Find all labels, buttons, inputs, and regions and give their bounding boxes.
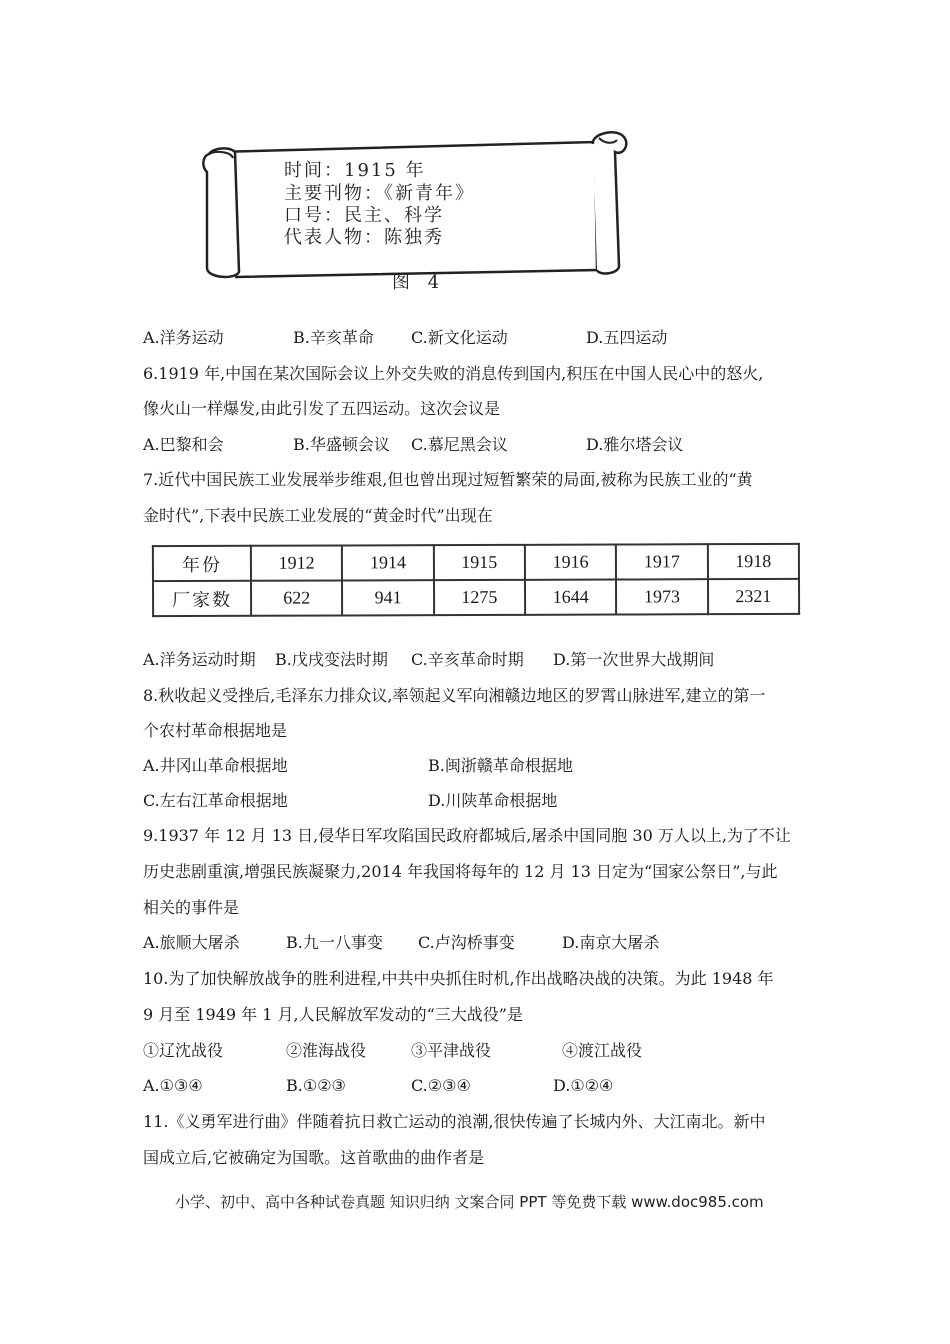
figure-line-slogan: 口号：民主、科学 <box>284 205 444 226</box>
q6-option-b: B.华盛顿会议 <box>293 435 390 454</box>
table-cell: 1644 <box>525 580 616 615</box>
q10-stem-line-1: 10.为了加快解放战争的胜利进程,中共中央抓住时机,作出战略决战的决策。为此 1948 年 <box>143 969 774 988</box>
q8-option-d: D.川陕革命根据地 <box>428 791 558 810</box>
table-header-count: 厂家数 <box>153 581 251 616</box>
q9-option-b: B.九一八事变 <box>286 933 383 952</box>
q10-option-b: B.①②③ <box>286 1076 346 1095</box>
q7-stem-line-2: 金时代”,下表中民族工业发展的“黄金时代”出现在 <box>143 506 493 525</box>
table-cell: 2321 <box>708 579 799 614</box>
figure-caption: 图 4 <box>392 272 446 293</box>
q9-option-d: D.南京大屠杀 <box>562 933 660 952</box>
q7-option-b: B.戊戌变法时期 <box>275 650 388 669</box>
q8-option-a: A.井冈山革命根据地 <box>143 756 288 775</box>
table-cell: 1912 <box>251 545 342 580</box>
table-row <box>153 544 799 581</box>
table-cell: 1914 <box>342 545 433 580</box>
table-cell: 1973 <box>616 579 707 614</box>
q8-option-c: C.左右江革命根据地 <box>143 791 288 810</box>
table-cell: 622 <box>251 580 342 615</box>
page-footer: 小学、初中、高中各种试卷真题 知识归纳 文案合同 PPT 等免费下载 www.doc985.com <box>175 1193 764 1211</box>
q6-stem-line-2: 像火山一样爆发,由此引发了五四运动。这次会议是 <box>143 399 501 418</box>
q10-item-2: ②淮海战役 <box>286 1041 367 1060</box>
q11-stem-line-2: 国成立后,它被确定为国歌。这首歌曲的曲作者是 <box>143 1148 485 1167</box>
table-cell: 1916 <box>525 545 616 580</box>
table-cell: 1275 <box>434 580 525 615</box>
figure-line-journal: 主要刊物：《新青年》 <box>284 183 475 204</box>
table-cell: 1918 <box>708 544 799 579</box>
q9-option-c: C.卢沟桥事变 <box>418 933 515 952</box>
q6-option-d: D.雅尔塔会议 <box>586 435 684 454</box>
q7-option-d: D.第一次世界大战期间 <box>553 650 715 669</box>
q10-item-3: ③平津战役 <box>411 1041 492 1060</box>
q10-option-c: C.②③④ <box>411 1076 471 1095</box>
figure-line-time: 时间：1915 年 <box>284 160 426 181</box>
table-row <box>153 579 799 616</box>
q10-stem-line-2: 9 月至 1949 年 1 月,人民解放军发动的“三大战役”是 <box>143 1005 523 1024</box>
q10-item-4: ④渡江战役 <box>562 1041 643 1060</box>
figure-line-person: 代表人物：陈独秀 <box>284 227 444 248</box>
q5-option-b: B.辛亥革命 <box>293 328 374 347</box>
q7-stem-line-1: 7.近代中国民族工业发展举步维艰,但也曾出现过短暂繁荣的局面,被称为民族工业的“黄 <box>143 470 753 489</box>
q6-option-c: C.慕尼黑会议 <box>411 435 508 454</box>
q11-stem-line-1: 11.《义勇军进行曲》伴随着抗日救亡运动的浪潮,很快传遍了长城内外、大江南北。新中 <box>143 1112 766 1131</box>
q7-option-c: C.辛亥革命时期 <box>411 650 524 669</box>
table-cell: 1915 <box>434 545 525 580</box>
q10-option-a: A.①③④ <box>143 1076 203 1095</box>
q10-option-d: D.①②④ <box>553 1076 614 1095</box>
q6-stem-line-1: 6.1919 年,中国在某次国际会议上外交失败的消息传到国内,积压在中国人民心中的怒火, <box>143 364 764 383</box>
q9-stem-line-3: 相关的事件是 <box>143 898 240 917</box>
q8-stem-line-2: 个农村革命根据地是 <box>143 721 288 740</box>
q9-option-a: A.旅顺大屠杀 <box>143 933 240 952</box>
q7-option-a: A.洋务运动时期 <box>143 650 256 669</box>
q5-option-a: A.洋务运动 <box>143 328 224 347</box>
factory-table <box>152 543 800 617</box>
q8-option-b: B.闽浙赣革命根据地 <box>428 756 573 775</box>
table-cell: 1917 <box>616 544 707 579</box>
q5-option-c: C.新文化运动 <box>411 328 508 347</box>
q6-option-a: A.巴黎和会 <box>143 435 224 454</box>
q9-stem-line-1: 9.1937 年 12 月 13 日,侵华日军攻陷国民政府都城后,屠杀中国同胞 30 万人以上,为了不让 <box>143 826 791 845</box>
q10-item-1: ①辽沈战役 <box>143 1041 224 1060</box>
q9-stem-line-2: 历史悲剧重演,增强民族凝聚力,2014 年我国将每年的 12 月 13 日定为“国家公祭日”,与此 <box>143 862 778 881</box>
q8-stem-line-1: 8.秋收起义受挫后,毛泽东力排众议,率领起义军向湘赣边地区的罗霄山脉进军,建立的第一 <box>143 686 766 705</box>
table-header-year: 年份 <box>153 546 251 581</box>
q5-option-d: D.五四运动 <box>586 328 668 347</box>
table-cell: 941 <box>342 580 433 615</box>
